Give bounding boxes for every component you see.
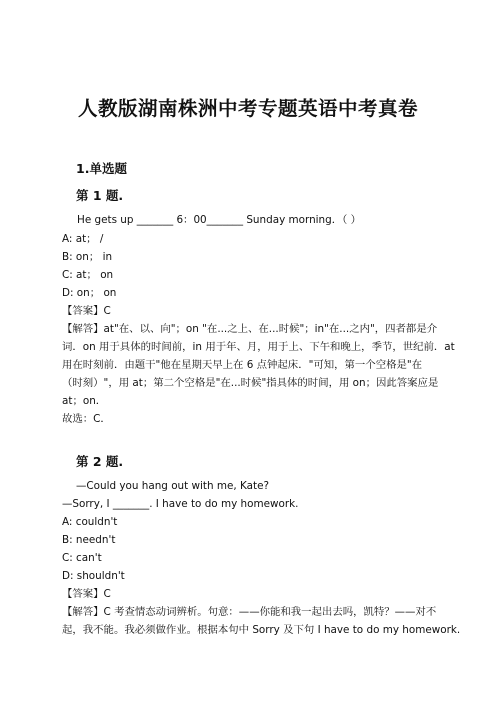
question-1-explanation-line: at；on． <box>62 395 107 407</box>
question-2-heading: 第 2 题. <box>76 454 124 469</box>
question-2-option-d: D: shouldn't <box>62 570 125 582</box>
question-2-answer: 【答案】C <box>62 588 111 600</box>
question-2-stem-line: —Sorry, I _______. I have to do my homework. <box>62 498 299 510</box>
question-2-option-c: C: can't <box>62 552 102 564</box>
question-2-option-a: A: couldn't <box>62 516 118 528</box>
question-1-explanation-line: 用在时刻前．由题干"他在星期天早上在 6 点钟起床．"可知，第一个空格是"在 <box>62 359 423 371</box>
question-1-option-b: B: on； in <box>62 251 113 263</box>
question-1-explanation-line: 故选：C． <box>62 413 111 425</box>
question-2-option-b: B: needn't <box>62 534 116 546</box>
question-1-answer: 【答案】C <box>62 305 111 317</box>
question-1-option-d: D: on； on <box>62 287 117 299</box>
question-1-explanation-line: 【解答】at"在、以、向"；on "在...之上、在...时候"；in"在...之内"，四者都是介 <box>62 323 438 335</box>
question-1-stem: He gets up _______ 6：00_______ Sunday morning．（ ） <box>77 214 362 226</box>
question-2-stem-line: —Could you hang out with me, Kate? <box>76 480 269 492</box>
question-2-explanation-line: 【解答】C 考查情态动词辨析。句意：——你能和我一起出去吗，凯特？——对不 <box>62 606 437 618</box>
section-heading: 1.单选题 <box>76 161 127 176</box>
question-1-explanation-line: （时刻）"，用 at；第二个空格是"在...时候"指具体的时间，用 on；因此答案应是 <box>62 377 439 389</box>
question-1-option-a: A: at； / <box>62 233 104 245</box>
question-1-heading: 第 1 题. <box>76 188 124 203</box>
question-2-explanation-line: 起，我不能。我必须做作业。根据本句中 Sorry 及下句 I have to do my homework. <box>62 624 461 636</box>
question-1-option-c: C: at； on <box>62 269 114 281</box>
document-title: 人教版湖南株洲中考专题英语中考真卷 <box>77 97 418 120</box>
question-1-explanation-line: 词．on 用于具体的时间前，in 用于年、月，用于上、下午和晚上，季节，世纪前．at <box>62 341 455 353</box>
